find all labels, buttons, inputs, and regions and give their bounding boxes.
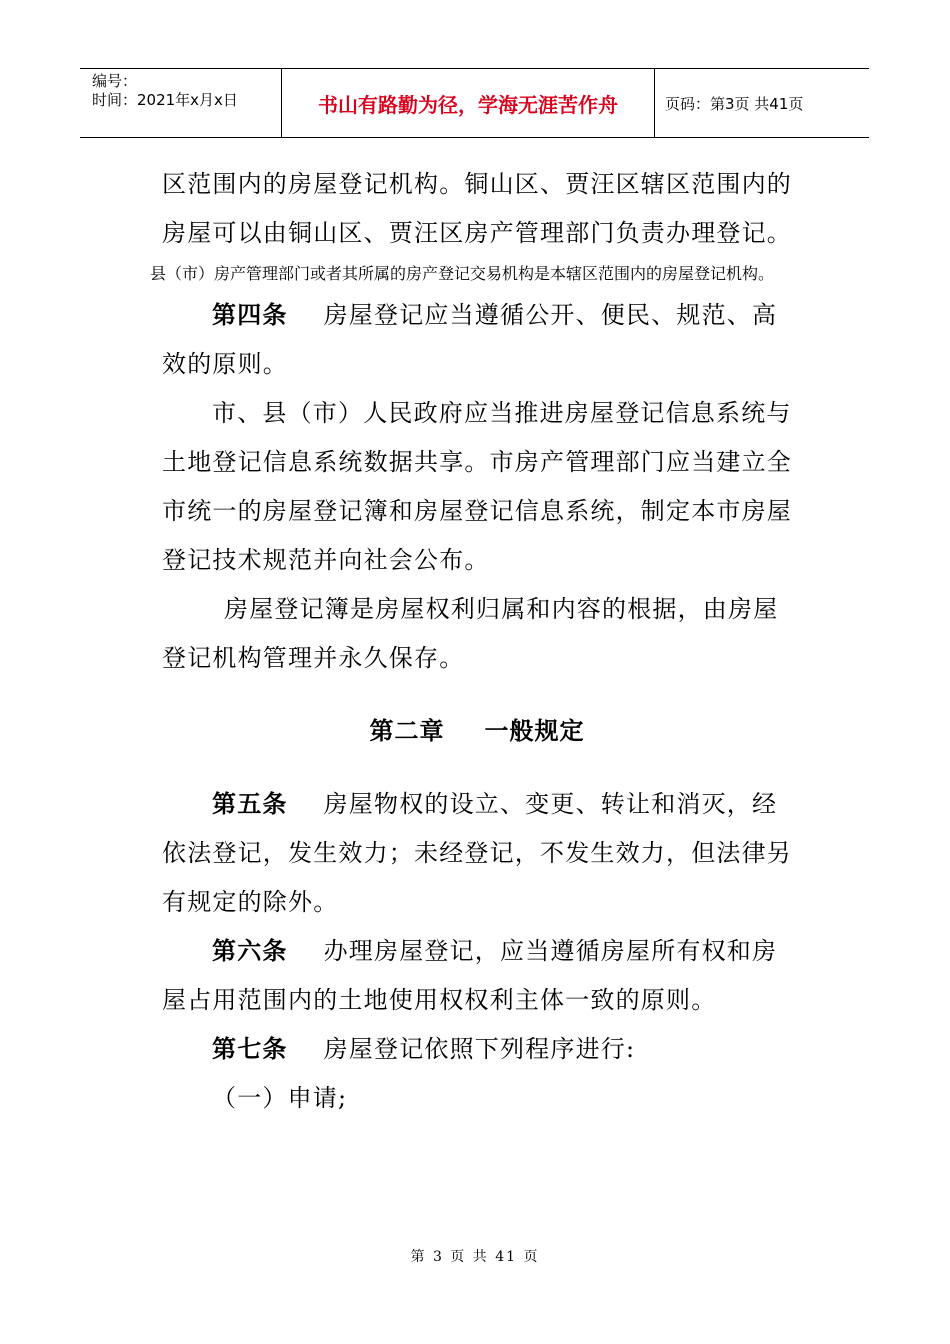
article-4-text: 房屋登记应当遵循公开、便民、规范、高效的原则。 bbox=[162, 301, 778, 378]
article-5 bbox=[162, 780, 792, 927]
chapter-heading bbox=[162, 707, 792, 756]
chapter-number: 第二章 bbox=[369, 717, 445, 745]
article-4 bbox=[162, 291, 792, 389]
document-time: 时间：2021年x月x日 bbox=[92, 91, 238, 109]
page-header bbox=[80, 68, 869, 138]
article-7 bbox=[162, 1025, 792, 1074]
article-4-title: 第四条 bbox=[212, 301, 288, 329]
list-item-1: （一）申请; bbox=[212, 1084, 348, 1112]
article-7-text: 房屋登记依照下列程序进行: bbox=[323, 1035, 636, 1063]
header-motto: 书山有路勤为径，学海无涯苦作舟 bbox=[282, 69, 655, 137]
header-meta bbox=[80, 69, 282, 137]
article-6-title: 第六条 bbox=[212, 937, 288, 965]
document-body bbox=[150, 160, 792, 1123]
paragraph-1: 区范围内的房屋登记机构。铜山区、贾汪区辖区范围内的房屋可以由铜山区、贾汪区房产管理部门负责办理登记。 bbox=[162, 170, 792, 247]
article-5-text: 房屋物权的设立、变更、转让和消灭，经依法登记，发生效力；未经登记，不发生效力，但法律另有规定的除外。 bbox=[162, 790, 792, 916]
article-5-title: 第五条 bbox=[212, 790, 288, 818]
document-number-label: 编号： bbox=[92, 72, 138, 90]
chapter-title: 一般规定 bbox=[484, 717, 585, 745]
article-6-text: 办理房屋登记，应当遵循房屋所有权和房屋占用范围内的土地使用权权利主体一致的原则。 bbox=[162, 937, 778, 1014]
article-7-title: 第七条 bbox=[212, 1035, 288, 1063]
header-page-info: 页码：第3页 共41页 bbox=[665, 94, 804, 113]
page-footer: 第 3 页 共 41 页 bbox=[410, 1249, 540, 1265]
article-6 bbox=[162, 927, 792, 1025]
paragraph-4: 房屋登记簿是房屋权利归属和内容的根据，由房屋登记机构管理并永久保存。 bbox=[162, 595, 779, 672]
paragraph-2-small: 县（市）房产管理部门或者其所属的房产登记交易机构是本辖区范围内的房屋登记机构。 bbox=[150, 264, 775, 283]
paragraph-3: 市、县（市）人民政府应当推进房屋登记信息系统与土地登记信息系统数据共享。市房产管理部门应当建立全市统一的房屋登记簿和房屋登记信息系统，制定本市房屋登记技术规范并向社会公布。 bbox=[162, 399, 792, 574]
